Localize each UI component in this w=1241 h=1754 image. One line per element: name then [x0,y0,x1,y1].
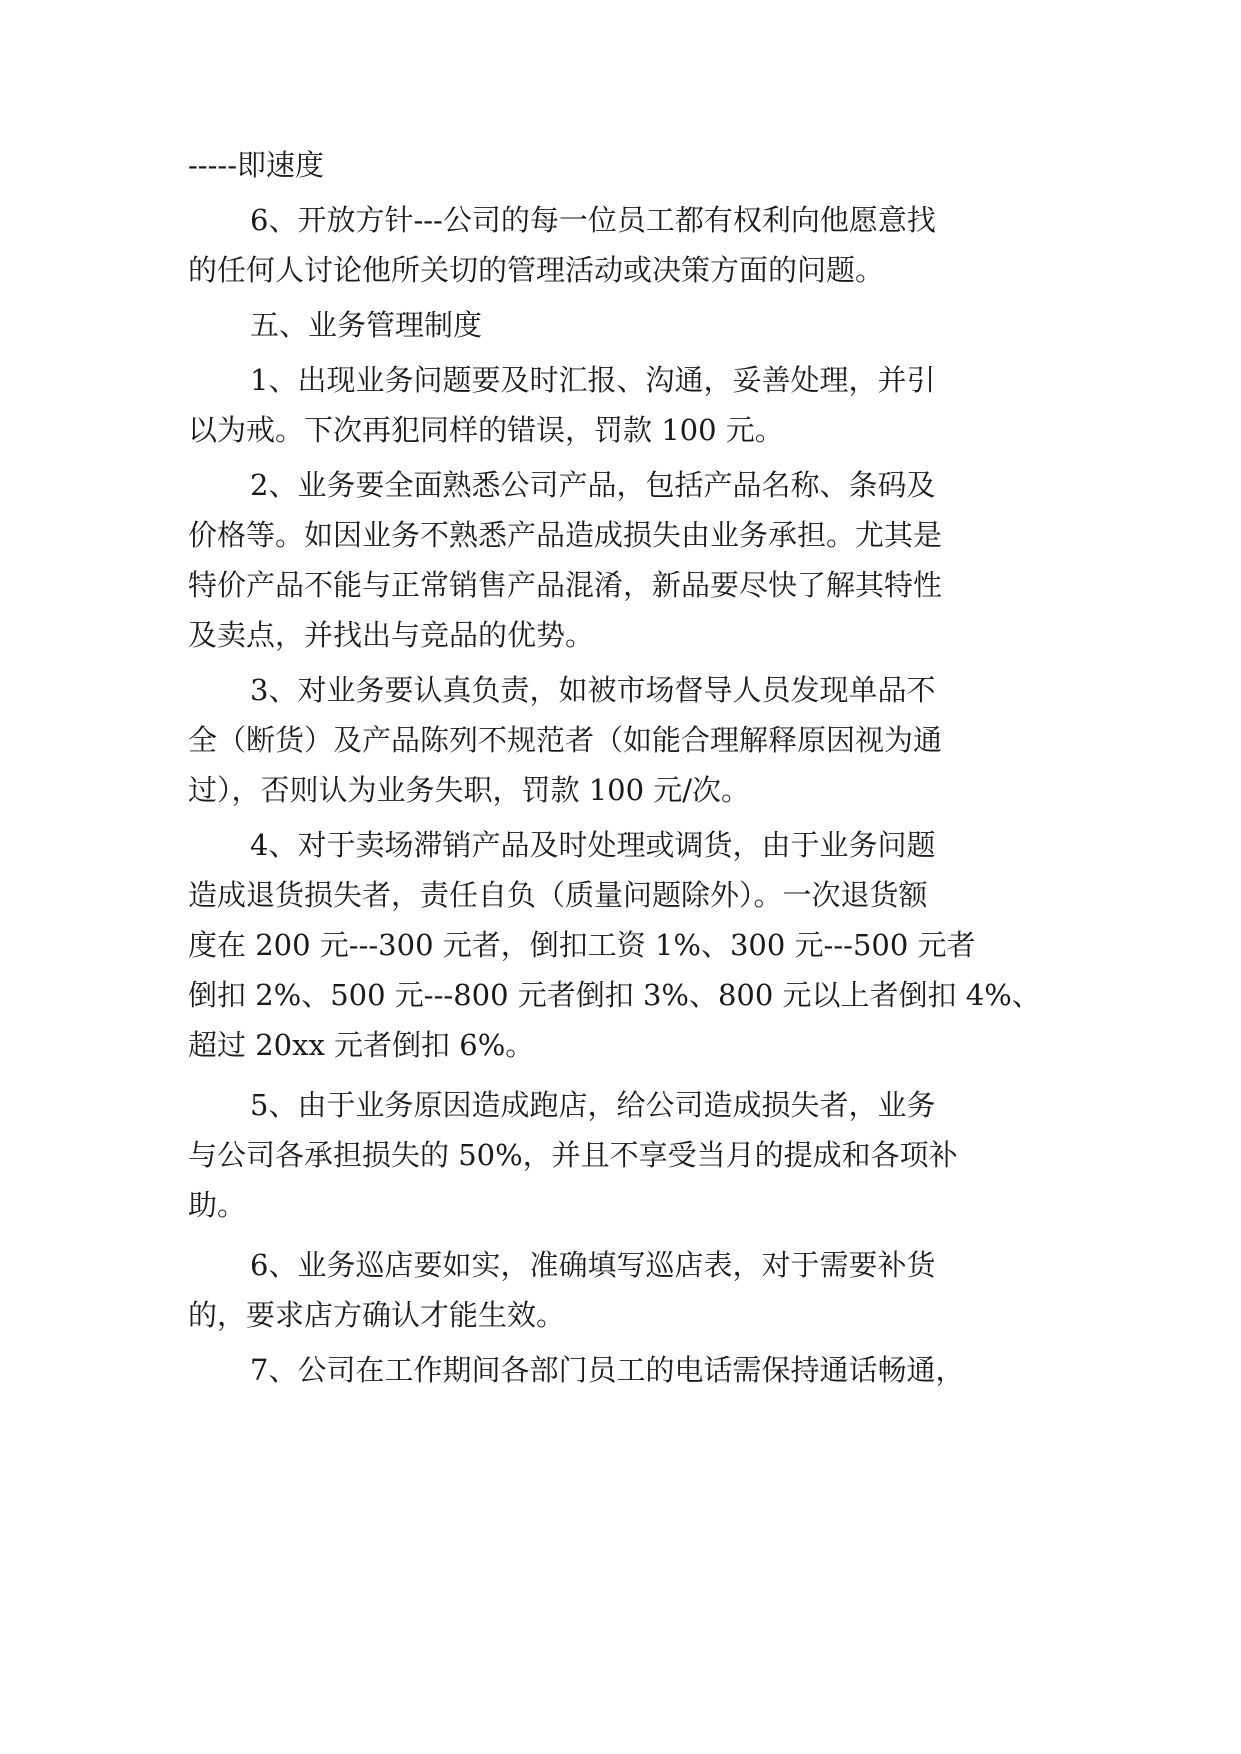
line-text: 度在 200 元---300 元者，倒扣工资 1%、300 元---500 元者 [188,928,976,962]
line-text: 助。 [188,1188,247,1222]
line-text: 4、对于卖场滞销产品及时处理或调货，由于业务问题 [250,828,936,862]
paragraph-first-line [0,355,1241,405]
line-text: 的任何人讨论他所关切的管理活动或决策方面的问题。 [188,253,885,287]
paragraph-first-line [0,195,1241,245]
text-line [0,1020,1241,1070]
line-text: 及卖点，并找出与竞品的优势。 [188,618,595,652]
paragraph-first-line [0,1080,1241,1130]
text-line [0,1130,1241,1180]
text-line [0,970,1241,1020]
text-line [0,1290,1241,1340]
line-text: 全（断货）及产品陈列不规范者（如能合理解释原因视为通 [188,723,943,757]
text-line [0,870,1241,920]
line-text: 价格等。如因业务不熟悉产品造成损失由业务承担。尤其是 [188,518,943,552]
section-heading-text: 五、业务管理制度 [250,308,483,342]
line-text: 2、业务要全面熟悉公司产品，包括产品名称、条码及 [250,468,936,502]
text-line [0,920,1241,970]
line-text: 3、对业务要认真负责，如被市场督导人员发现单品不 [250,673,936,707]
line-text: 超过 20xx 元者倒扣 6%。 [188,1028,535,1062]
line-text: 的，要求店方确认才能生效。 [188,1298,566,1332]
text-line [0,610,1241,660]
text-line [0,245,1241,295]
line-text: 造成退货损失者，责任自负（质量问题除外）。一次退货额 [188,878,928,912]
paragraph-first-line [0,460,1241,510]
line-text: 6、开放方针---公司的每一位员工都有权利向他愿意找 [250,203,936,237]
paragraph-first-line [0,665,1241,715]
line-text: 倒扣 2%、500 元---800 元者倒扣 3%、800 元以上者倒扣 4%、 [188,978,1041,1012]
text-line [0,560,1241,610]
line-text: 5、由于业务原因造成跑店，给公司造成损失者，业务 [250,1088,936,1122]
line-text: 以为戒。下次再犯同样的错误，罚款 100 元。 [188,413,784,447]
text-line [0,715,1241,765]
text-line [0,1180,1241,1230]
paragraph-first-line [0,1345,1241,1395]
line-text: 特价产品不能与正常销售产品混淆，新品要尽快了解其特性 [188,568,943,602]
paragraph-first-line [0,820,1241,870]
line-text: 6、业务巡店要如实，准确填写巡店表，对于需要补货 [250,1248,936,1282]
line-text: 7、公司在工作期间各部门员工的电话需保持通话畅通， [250,1353,965,1387]
text-line [0,405,1241,455]
line-text: 与公司各承担损失的 50%，并且不享受当月的提成和各项补 [188,1138,958,1172]
text-line [0,765,1241,815]
text-line [0,510,1241,560]
section-heading [0,300,1241,350]
text-line [0,140,1241,190]
line-text: 过），否则认为业务失职，罚款 100 元/次。 [188,773,751,807]
paragraph-first-line [0,1240,1241,1290]
line-text: -----即速度 [188,148,324,182]
line-text: 1、出现业务问题要及时汇报、沟通，妥善处理，并引 [250,363,936,397]
